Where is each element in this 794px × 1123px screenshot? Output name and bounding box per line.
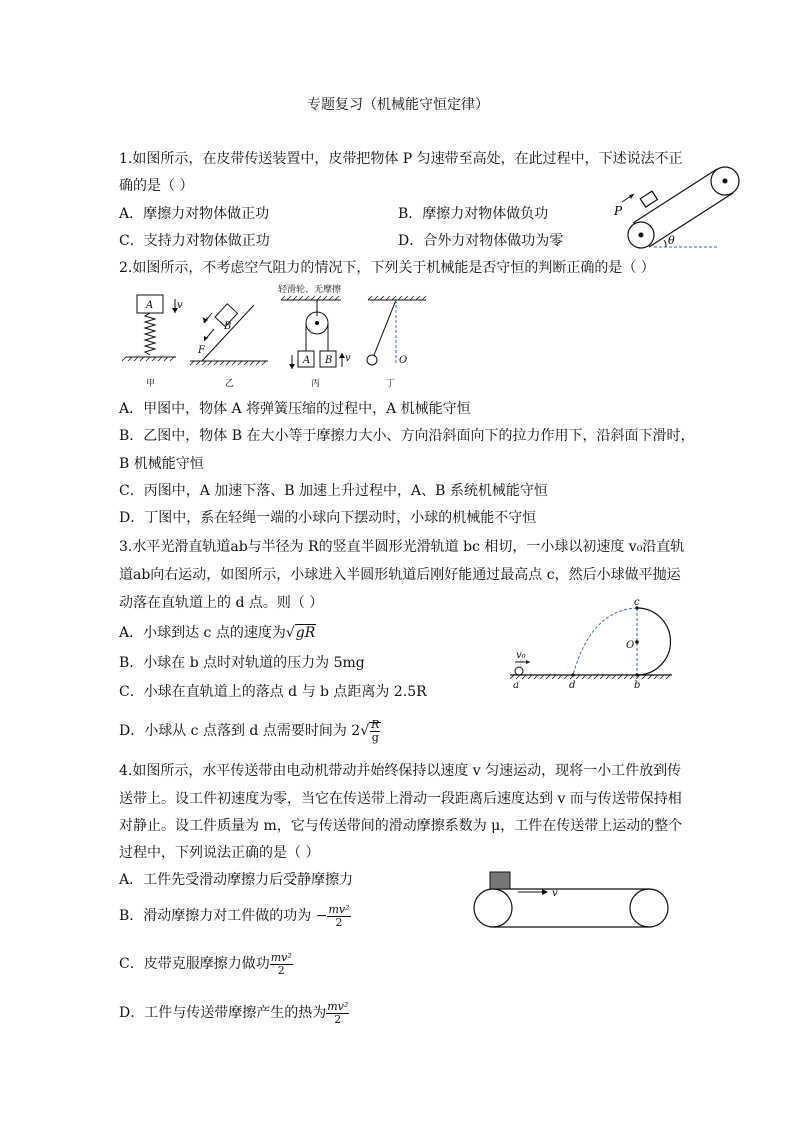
q4-option-b-fraction: $\frac{\text{mv²}}{2}$ <box>328 902 350 929</box>
q4-option-b <box>119 898 351 934</box>
q1-stem-line1: 1.如图所示，在皮带传送装置中，皮带把物体 P 匀速带至高处，在此过程中，下述说法不正 <box>119 151 683 167</box>
q3-option-d-text: D．小球从 c 点落到 d 点需要时间为 2 <box>119 723 361 739</box>
q3-fig-label-a: a <box>513 680 519 691</box>
q2-fig-label-v1: v <box>177 300 183 311</box>
q4-stem-line1: 4.如图所示，水平传送带由电动机带动并始终保持以速度 v 匀速运动，现将一小工件放到传 <box>119 763 682 779</box>
q3-option-a-text: A．小球到达 c 点的速度为 <box>119 625 286 641</box>
q3-stem-line2: 道ab向右运动，如图所示，小球进入半圆形轨道后刚好能通过最高点 c，然后小球做平抛运 <box>119 567 681 583</box>
q2-option-b-line2: B 机械能守恒 <box>119 456 204 472</box>
q4-option-c <box>119 946 293 982</box>
q3-fig-label-v0: v₀ <box>516 650 526 661</box>
q1-label-p: P <box>614 204 623 218</box>
page-title: 专题复习（机械能守恒定律） <box>307 97 489 113</box>
q3-option-d-fraction: $\frac{R}{g}$ <box>371 717 380 744</box>
q4-stem-line2: 送带上。设工件初速度为零，当它在传送带上滑动一段距离后速度达到 v 而与传送带保持相 <box>119 791 682 807</box>
q3-option-d <box>119 714 381 748</box>
q2-fig-label-a2: A <box>303 355 311 366</box>
q4-option-b-text: B．滑动摩擦力对工件做的功为 − <box>119 908 328 924</box>
q3-fig-label-c: c <box>634 597 640 608</box>
q1-option-a: A．摩擦力对物体做正功 <box>119 206 270 222</box>
q1-inclined-belt-figure <box>608 160 748 252</box>
q2-four-diagrams-figure <box>118 283 438 393</box>
q3-option-b: B．小球在 b 点时对轨道的压力为 5mg <box>119 655 365 671</box>
q2-option-a: A．甲图中，物体 A 将弹簧压缩的过程中，A 机械能守恒 <box>119 401 471 417</box>
q3-stem-line1: 3.水平光滑直轨道ab与半径为 R的竖直半圆形光滑轨道 bc 相切，一小球以初速度 v₀沿直轨 <box>119 539 685 555</box>
q3-stem-line3: 动落在直轨道上的 d 点。则（ ） <box>119 595 324 611</box>
q2-fig-label-a1: A <box>146 300 154 311</box>
q1-option-b: B．摩擦力对物体做负功 <box>398 206 549 222</box>
q1-label-theta: θ <box>668 234 675 247</box>
q2-fig-label-v2: v <box>202 315 208 326</box>
q2-fig-label-b2: B <box>325 355 333 366</box>
q2-option-b-line1: B．乙图中，物体 B 在大小等于摩擦力大小、方向沿斜面向下的拉力作用下，沿斜面下滑时， <box>119 428 695 444</box>
q3-fig-label-d: d <box>569 680 576 691</box>
q4-horizontal-belt-figure <box>470 868 674 932</box>
q2-option-d: D．丁图中，系在轻绳一端的小球向下摆动时，小球的机械能不守恒 <box>119 510 537 526</box>
q3-fig-label-o: O <box>626 640 635 651</box>
q1-option-d: D．合外力对物体做功为零 <box>398 233 564 249</box>
q1-stem-line2: 确的是（ ） <box>119 178 194 194</box>
q2-fig-label-b1: B <box>224 321 232 332</box>
q4-stem-line4: 过程中，下列说法正确的是（ ） <box>119 845 320 861</box>
q4-fig-label-v: v <box>552 888 558 899</box>
q2-option-c: C．丙图中，A 加速下落、B 加速上升过程中，A、B 系统机械能守恒 <box>119 483 548 499</box>
q3-option-a <box>119 624 316 642</box>
q2-fig-pulley-note: 轻滑轮、无摩擦 <box>278 285 342 295</box>
q3-fig-label-b: b <box>634 680 641 691</box>
q4-option-c-fraction: $\frac{\text{mv²}}{2}$ <box>270 950 292 977</box>
q2-caption-jia: 甲 <box>146 379 156 389</box>
q4-stem-line3: 对静止。设工件质量为 m，它与传送带间的滑动摩擦系数为 μ，工件在传送带上运动的整个 <box>119 818 683 834</box>
q3-option-a-radicand: gR <box>295 625 316 641</box>
q2-caption-yi: 乙 <box>225 379 235 389</box>
q2-caption-bing: 丙 <box>311 379 321 389</box>
q4-option-d <box>119 995 349 1031</box>
q3-option-d-sqrt: √ $\frac{R}{g}$ <box>360 717 380 744</box>
q2-fig-label-v3: v <box>345 353 351 364</box>
q3-half-circle-track-figure <box>506 596 678 692</box>
q4-option-c-text: C．皮带克服摩擦力做功 <box>119 956 270 972</box>
q2-caption-ding: 丁 <box>386 379 396 389</box>
q2-fig-label-o: O <box>399 355 408 366</box>
q1-option-c: C．支持力对物体做正功 <box>119 233 270 249</box>
q2-stem: 2.如图所示，不考虑空气阻力的情况下，下列关于机械能是否守恒的判断正确的是（ ） <box>119 260 655 276</box>
q4-option-d-text: D．工件与传送带摩擦产生的热为 <box>119 1005 327 1021</box>
q4-option-d-fraction: $\frac{\text{mv²}}{2}$ <box>327 999 349 1026</box>
q4-option-a: A．工件先受滑动摩擦力后受静摩擦力 <box>119 872 354 888</box>
q3-option-a-sqrt: √gR <box>285 625 316 641</box>
q3-option-c: C．小球在直轨道上的落点 d 与 b 点距离为 2.5R <box>119 684 427 700</box>
q2-fig-label-f: F <box>198 345 205 356</box>
